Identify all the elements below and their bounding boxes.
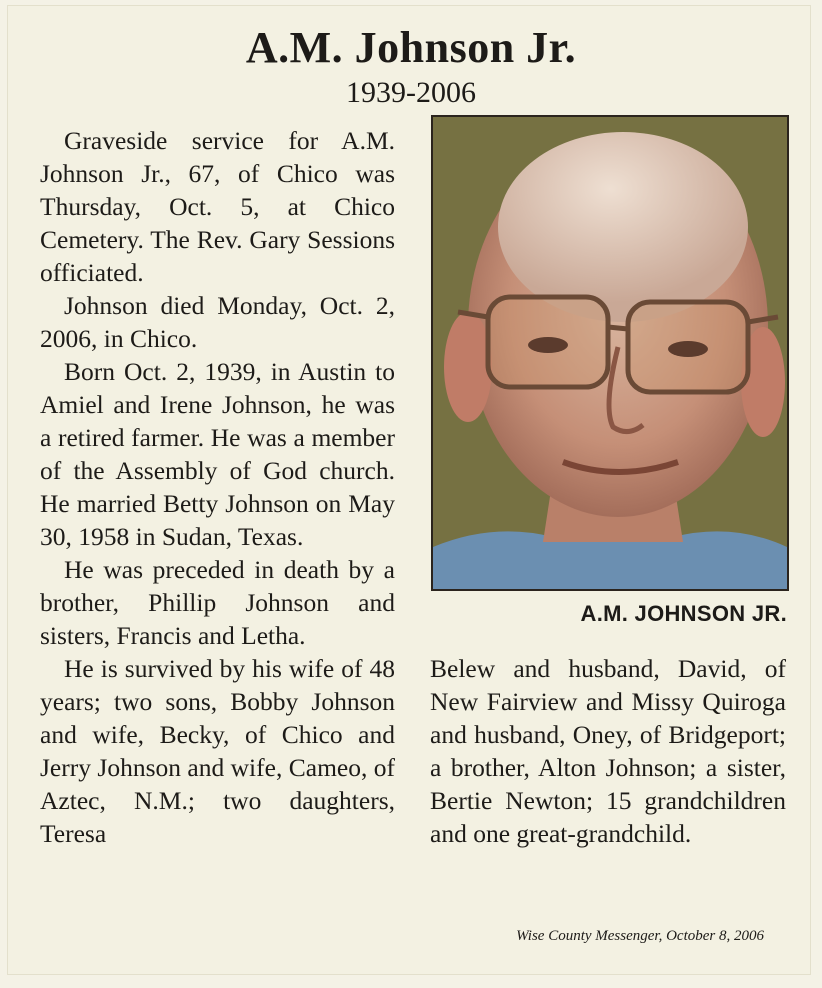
- body-column-left: [40, 124, 395, 850]
- paragraph-survivors: He is survived by his wife of 48 years; two sons, Bobby Johnson and wife, Becky, of Chico and Jerry Johnson and wife, Cameo, of Aztec, N.M.; two daughters, Teresa: [40, 654, 395, 848]
- paragraph-service: Graveside service for A.M. Johnson Jr., 67, of Chico was Thursday, Oct. 5, at Chico Cemetery. The Rev. Gary Sessions officiated.: [40, 126, 395, 287]
- body-column-right: [430, 652, 786, 850]
- paragraph-survivors-continued: Belew and husband, David, of New Fairview and Missy Quiroga and husband, Oney, of Bridgeport; a brother, Alton Johnson; a sister, Bertie Newton; 15 grandchildren and one great-grandchild.: [430, 654, 786, 848]
- source-credit: Wise County Messenger, October 8, 2006: [516, 928, 764, 944]
- obituary-title: A.M. Johnson Jr.: [245, 23, 577, 72]
- paragraph-biography: Born Oct. 2, 1939, in Austin to Amiel and Irene Johnson, he was a retired farmer. He was a member of the Assembly of God church. He married Betty Johnson on May 30, 1958 in Sudan, Texas.: [40, 357, 395, 551]
- life-years: 1939-2006: [346, 76, 476, 109]
- portrait-photo: [431, 115, 789, 591]
- photo-caption: A.M. JOHNSON JR.: [580, 601, 787, 626]
- paragraph-preceded: He was preceded in death by a brother, Phillip Johnson and sisters, Francis and Letha.: [40, 555, 395, 650]
- paragraph-death: Johnson died Monday, Oct. 2, 2006, in Chico.: [40, 291, 395, 353]
- portrait-illustration: [433, 117, 787, 589]
